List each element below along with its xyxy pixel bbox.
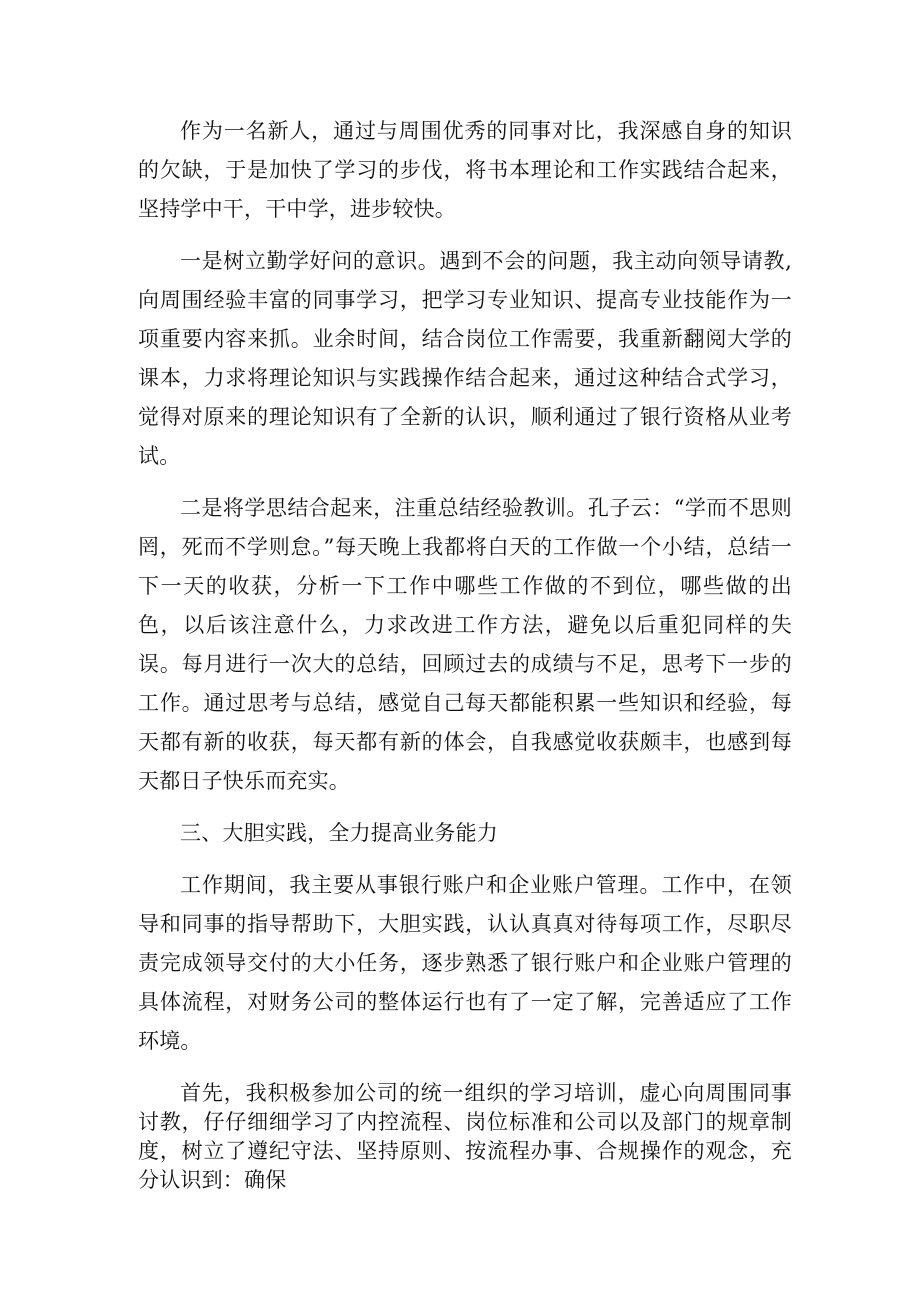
paragraph-first: 首先，我积极参加公司的统一组织的学习培训，虚心向周围同事讨教，仔仔细细学习了内控流程、岗位标准和公司以及部门的规章制度，树立了遵纪守法、坚持原则、按流程办事、合规操作的观念，充分认识到：确保	[138, 1081, 792, 1192]
paragraph-reflection: 二是将学思结合起来，注重总结经验教训。孔子云：“学而不思则罔，死而不学则怠。”每天晚上我都将白天的工作做一个小结，总结一下一天的收获，分析一下工作中哪些工作做的不到位，哪些做的出色，以后该注意什么，力求改进工作方法，避免以后重犯同样的失误。每月进行一次大的总结，回顾过去的成绩与不足，思考下一步的工作。通过思考与总结，感觉自己每天都能积累一些知识和经验，每天都有新的收获，每天都有新的体会，自我感觉收获颇丰，也感到每天都日子快乐而充实。	[138, 496, 792, 793]
paragraph-study-attitude: 一是树立勤学好问的意识。遇到不会的问题，我主动向领导请教,向周围经验丰富的同事学习，把学习专业知识、提高专业技能作为一项重要内容来抓。业余时间，结合岗位工作需要，我重新翻阅大学的课本，力求将理论知识与实践操作结合起来，通过这种结合式学习，觉得对原来的理论知识有了全新的认识，顺利通过了银行资格从业考试。	[138, 249, 792, 468]
document-page	[138, 112, 792, 1195]
section-heading: 三、大胆实践，全力提高业务能力	[180, 821, 498, 845]
paragraph-work-period: 工作期间，我主要从事银行账户和企业账户管理。工作中，在领导和同事的指导帮助下，大胆实践，认认真真对待每项工作，尽职尽责完成领导交付的大小任务，逐步熟悉了银行账户和企业账户管理的具体流程，对财务公司的整体运行也有了一定了解，完善适应了工作环境。	[138, 873, 792, 1053]
paragraph-intro: 作为一名新人，通过与周围优秀的同事对比，我深感自身的知识的欠缺，于是加快了学习的步伐，将书本理论和工作实践结合起来，坚持学中干，干中学，进步较快。	[138, 119, 792, 221]
